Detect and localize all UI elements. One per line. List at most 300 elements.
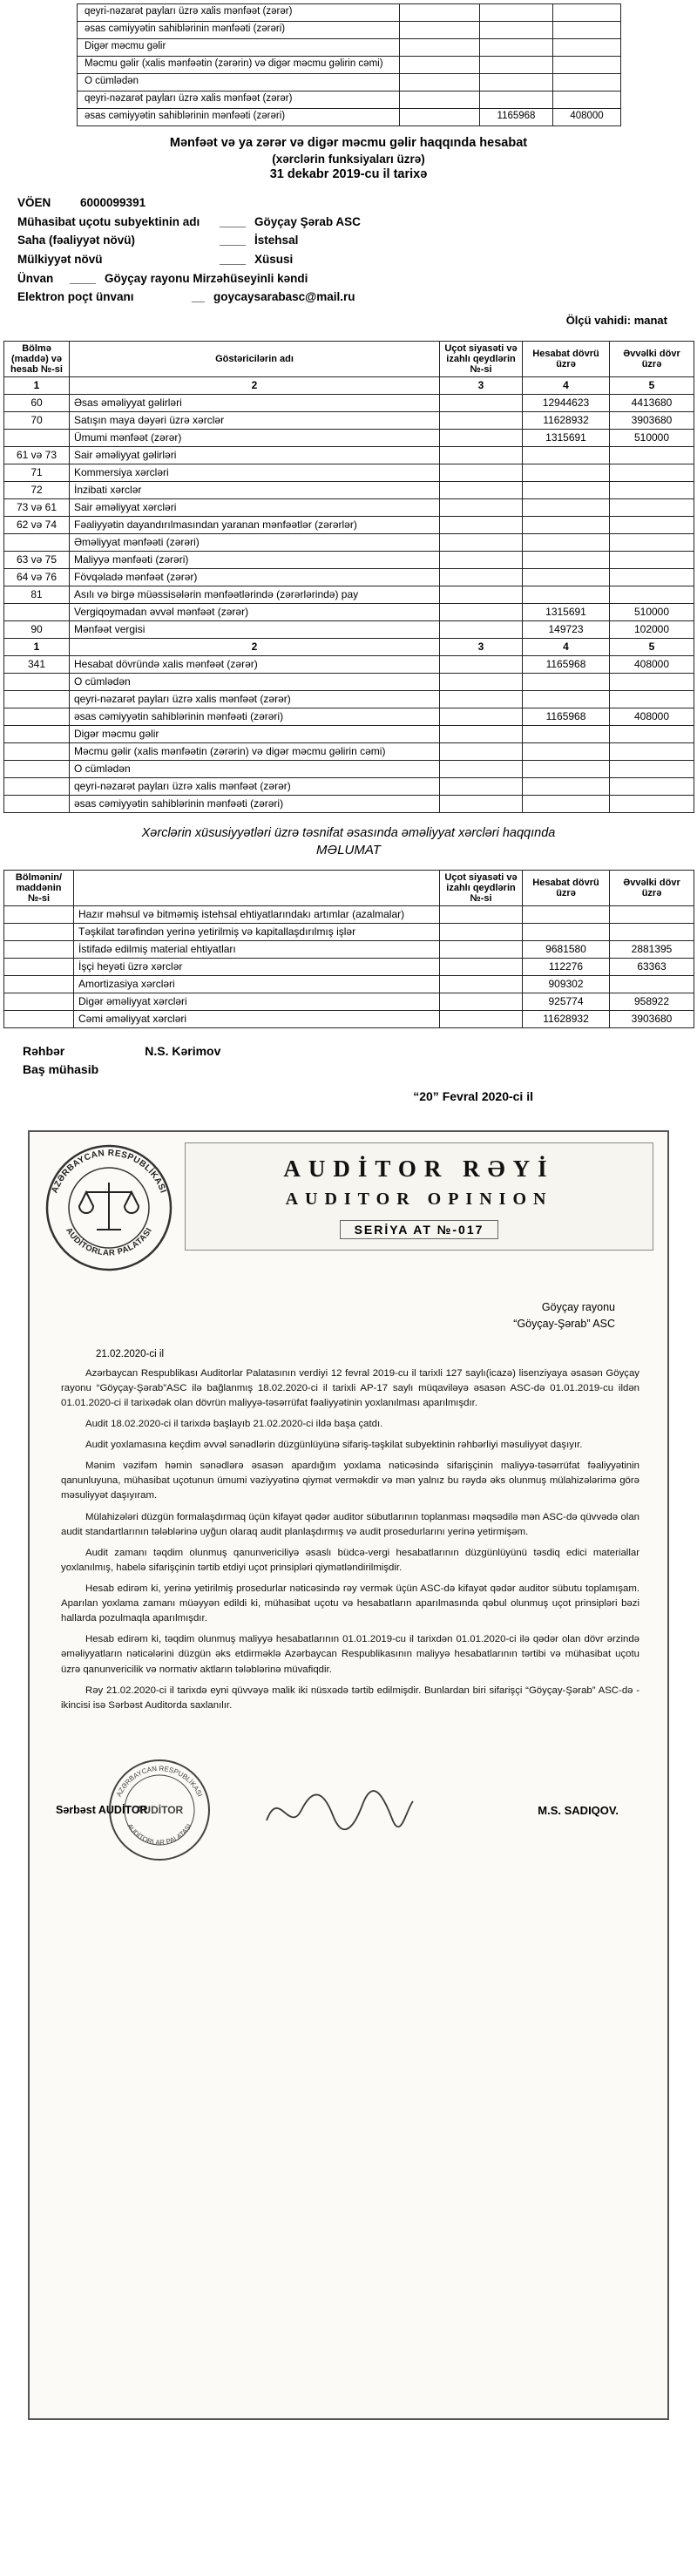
table-cell: 1315691 <box>523 429 610 446</box>
audit-paragraph: Audit 18.02.2020-ci il tarixdə başlayıb 21.02.2020-ci ildə başa çatdı. <box>85 1418 383 1429</box>
table-cell: O cümlədən <box>78 74 400 92</box>
table-cell: 3 <box>440 638 523 655</box>
table-cell: Mənfəət vergisi <box>70 620 440 638</box>
audit-opinion-date: 21.02.2020-ci il <box>96 1348 164 1359</box>
table-cell: 1165968 <box>523 708 610 725</box>
auditor-report-title-en: AUDITOR OPINION <box>285 1190 553 1210</box>
table-row <box>78 74 621 92</box>
table-row <box>4 976 694 993</box>
table-row <box>78 39 621 57</box>
table-row <box>4 411 694 429</box>
auditor-report-header <box>44 1142 653 1273</box>
stamp-center-text: AUDİTOR <box>135 1803 184 1816</box>
auditor-report-series: SERİYA AT №-017 <box>340 1220 499 1239</box>
table-row <box>4 446 694 464</box>
profit-loss-table-header <box>4 341 694 394</box>
header-cell: Əvvəlki dövr üzrə <box>610 871 694 906</box>
table-cell <box>523 498 610 516</box>
table-cell: 63363 <box>610 959 694 976</box>
table-cell <box>523 690 610 708</box>
table-cell <box>440 533 523 551</box>
table-cell <box>400 22 480 39</box>
table-cell: Məcmu gəlir (xalis mənfəətin (zərərin) və digər məcmu gəlirin cəmi) <box>78 57 400 74</box>
table-row <box>4 795 694 812</box>
svg-text:AUDİTORLAR PALATASI <box>64 1226 154 1258</box>
audit-paragraph: Audit yoxlamasına keçdim əvvəl sənədlərin düzgünlüyünə sifariş-təşkilat subyektinin rəhbərliyi məsuliyyət daşıyır. <box>85 1440 583 1451</box>
table-cell: 72 <box>4 481 70 498</box>
table-cell <box>440 394 523 411</box>
table-cell <box>4 777 70 795</box>
table-cell: 71 <box>4 464 70 481</box>
table-cell: əsas cəmiyyətin sahiblərinin mənfəəti (zərəri) <box>70 708 440 725</box>
info-line-sector <box>17 231 697 250</box>
table-cell <box>440 429 523 446</box>
table-cell <box>440 959 523 976</box>
table-row <box>4 481 694 498</box>
table-cell: 11628932 <box>523 411 610 429</box>
table-cell <box>400 92 480 109</box>
header-row <box>4 341 694 376</box>
table-cell: 102000 <box>610 620 694 638</box>
table-cell: Maliyyə mənfəəti (zərəri) <box>70 551 440 568</box>
table-cell: 408000 <box>610 708 694 725</box>
table-row <box>4 429 694 446</box>
table-cell <box>4 795 70 812</box>
table-cell: 5 <box>610 376 694 394</box>
table-cell: 149723 <box>523 620 610 638</box>
auditor-label: Sərbəst AUDİTOR <box>56 1803 148 1816</box>
table-cell: 4 <box>523 638 610 655</box>
table-cell <box>523 673 610 690</box>
table-cell: 60 <box>4 394 70 411</box>
table-cell <box>440 1011 523 1028</box>
table-cell: 112276 <box>523 959 610 976</box>
table-cell <box>480 57 553 74</box>
table-cell <box>480 39 553 57</box>
table-cell: Digər məcmu gəlir <box>78 39 400 57</box>
table-cell <box>400 39 480 57</box>
table-cell: O cümlədən <box>70 760 440 777</box>
profit-loss-rows-b <box>4 655 694 812</box>
header-cell: Bölmə (maddə) və hesab №-si <box>4 341 70 376</box>
table-cell <box>440 446 523 464</box>
table-cell <box>440 498 523 516</box>
table-cell: Sair əməliyyat xərcləri <box>70 498 440 516</box>
table-cell: əsas cəmiyyətin sahiblərinin mənfəəti (zərəri) <box>70 795 440 812</box>
table-cell <box>440 551 523 568</box>
header-cell: Uçot siyasəti və izahlı qeydlərin №-si <box>440 871 523 906</box>
table-cell: 2 <box>70 376 440 394</box>
table-row <box>78 92 621 109</box>
table-row <box>4 533 694 551</box>
table-cell: Asılı və birgə müəssisələrin mənfəətlərində (zərərlərində) pay <box>70 586 440 603</box>
table-cell: 3903680 <box>610 1011 694 1028</box>
table-cell <box>553 22 621 39</box>
info-line-ownership <box>17 250 697 269</box>
table-cell: əsas cəmiyyətin sahiblərinin mənfəəti (zərəri) <box>78 109 400 126</box>
table-cell <box>610 760 694 777</box>
info-value: 6000099391 <box>80 196 146 210</box>
header-cell: Uçot siyasəti və izahlı qeydlərin №-si <box>440 341 523 376</box>
table-cell: əsas cəmiyyətin sahiblərinin mənfəəti (zərəri) <box>78 22 400 39</box>
table-cell <box>480 92 553 109</box>
table-cell <box>440 777 523 795</box>
audit-paragraph: Mənim vəzifəm həmin sənədlərə əsasən apardığım yoxlama nəticəsində sifarişçinin maliyyə-təsərrüfat fəaliyyətinin qanunluyuna, mühasibat uçotunun ümumi vəziyyətinə qiymət verməkdir və mən yalnız bu rəydə əks olunmuş mülahizələrimə görə məsuliyyət daşıyıram. <box>61 1461 639 1502</box>
table-cell: 11628932 <box>523 1011 610 1028</box>
table-cell: 909302 <box>523 976 610 993</box>
table-cell <box>610 924 694 941</box>
table-row <box>78 4 621 22</box>
underscore-separator: __ <box>192 290 206 304</box>
table-cell <box>4 673 70 690</box>
table-cell <box>440 941 523 959</box>
table-cell: Digər əməliyyat xərcləri <box>74 993 440 1011</box>
table-cell: İşçi heyəti üzrə xərclər <box>74 959 440 976</box>
table-cell <box>553 39 621 57</box>
underscore-separator: ____ <box>220 214 247 228</box>
table-cell <box>440 620 523 638</box>
expenses-section-title-line2: MƏLUMAT <box>316 843 381 858</box>
auditor-name: M.S. SADIQOV. <box>538 1804 619 1818</box>
table-cell <box>4 690 70 708</box>
audit-paragraph: Azərbaycan Respublikası Auditorlar Palatasının verdiyi 12 fevral 2019-cu il tarixli 127 saylı(icazə) lisenziyaya əsasən Göyçay rayonu “Göyçay-Şərab”ASC ilə bağlanmış 18.02.2020-ci il tarixli AP-17 saylı müqaviləyə əsasən ASC-də 01.01.2019-cu ildən 01.01.2020-ci il tarixədək olan dövrün maliyyə-təsərrüfat fəaliyyətinin yoxlanılması aparılmışdır. <box>61 1367 639 1408</box>
table-cell <box>610 498 694 516</box>
info-label: VÖEN <box>17 196 51 210</box>
table-cell <box>4 941 74 959</box>
table-row <box>4 1011 694 1028</box>
table-cell <box>400 57 480 74</box>
table-cell <box>400 4 480 22</box>
table-row <box>4 394 694 411</box>
table-cell: 5 <box>610 638 694 655</box>
table-cell <box>440 760 523 777</box>
profit-loss-table <box>3 341 694 813</box>
table-cell <box>523 464 610 481</box>
table-cell: 64 və 76 <box>4 568 70 586</box>
accountant-label: Baş mühasib <box>23 1062 99 1077</box>
director-label: Rəhbər <box>23 1044 65 1059</box>
table-cell <box>440 603 523 620</box>
audit-opinion-text <box>61 1366 639 1713</box>
table-cell: 408000 <box>610 655 694 673</box>
table-cell <box>523 516 610 533</box>
table-cell <box>610 777 694 795</box>
profit-loss-rows-a <box>4 394 694 638</box>
info-line-entity-name <box>17 213 697 232</box>
table-cell <box>523 568 610 586</box>
table-cell: Fövqəladə mənfəət (zərər) <box>70 568 440 586</box>
addressee-region: Göyçay rayonu <box>541 1301 615 1314</box>
table-cell: 3 <box>440 376 523 394</box>
table-row <box>4 516 694 533</box>
expenses-section-title-line1: Xərclərin xüsusiyyətləri üzrə təsnifat əsasında əməliyyat xərcləri haqqında <box>141 825 556 840</box>
table-cell: 2 <box>70 638 440 655</box>
table-cell: Cəmi əməliyyat xərcləri <box>74 1011 440 1028</box>
table-cell: 81 <box>4 586 70 603</box>
entity-info <box>17 193 697 329</box>
table-row <box>4 655 694 673</box>
table-cell <box>440 464 523 481</box>
report-title-line3: 31 dekabr 2019-cu il tarixə <box>269 167 428 182</box>
info-value: Xüsusi <box>254 253 294 267</box>
table-cell <box>553 92 621 109</box>
email-value: goycaysarabasc@mail.ru <box>213 290 355 304</box>
table-cell: Vergiqoymadan əvvəl mənfəət (zərər) <box>70 603 440 620</box>
info-value: Göyçay Şərab ASC <box>254 214 361 228</box>
info-value: Göyçay rayonu Mirzəhüseyinli kəndi <box>105 271 308 285</box>
table-cell <box>4 708 70 725</box>
table-cell <box>610 481 694 498</box>
table-cell <box>4 603 70 620</box>
table-cell <box>610 586 694 603</box>
table-cell: Satışın maya dəyəri üzrə xərclər <box>70 411 440 429</box>
table-cell: 1165968 <box>480 109 553 126</box>
audit-paragraph: Hesab edirəm ki, yerinə yetirilmiş prosedurlar nəticəsində rəy vermək üçün ASC-də kifayət qədər auditor sübutu toplamışam. Aparılan yoxlama zamanı müəyyən edildi ki, mühasibat uçotu və hesabatların aparılmasında qəbul olunmuş uçot prinsipləri bəzi hallarda pozulmaqla aparılmışdır. <box>61 1583 639 1624</box>
stamp-ring-top-text: AZƏRBAYCAN RESPUBLİKASI <box>114 1764 205 1799</box>
table-cell <box>523 760 610 777</box>
table-cell <box>610 742 694 760</box>
table-cell: Məcmu gəlir (xalis mənfəətin (zərərin) və digər məcmu gəlirin cəmi) <box>70 742 440 760</box>
table-cell <box>610 464 694 481</box>
table-row <box>4 620 694 638</box>
table-row <box>4 959 694 976</box>
table-row <box>78 109 621 126</box>
table-cell: O cümlədən <box>70 673 440 690</box>
table-cell: Fəaliyyətin dayandırılmasından yaranan mənfəətlər (zərərlər) <box>70 516 440 533</box>
table-cell: 73 və 61 <box>4 498 70 516</box>
director-signature-row <box>23 1042 680 1061</box>
table-cell: İnzibati xərclər <box>70 481 440 498</box>
stamp-ring-bottom-text: AUDİTORLAR PALATASI <box>125 1822 193 1847</box>
table-cell <box>610 906 694 924</box>
table-row <box>4 993 694 1011</box>
unit-note: Ölçü vahidi: manat <box>565 313 667 327</box>
table-cell <box>610 690 694 708</box>
auditor-report <box>28 1130 669 2420</box>
info-line-address <box>17 269 697 288</box>
table-row <box>4 603 694 620</box>
table-row <box>4 551 694 568</box>
table-cell <box>610 976 694 993</box>
table-cell: Təşkilat tərəfindən yerinə yetirilmiş və kapitallaşdırılmış işlər <box>74 924 440 941</box>
table-cell <box>4 533 70 551</box>
table-cell <box>440 481 523 498</box>
table-cell <box>4 924 74 941</box>
table-cell <box>523 795 610 812</box>
table-cell <box>440 411 523 429</box>
table-row <box>4 725 694 742</box>
table-cell: 4 <box>523 376 610 394</box>
table-cell <box>440 993 523 1011</box>
table-cell <box>523 533 610 551</box>
table-cell <box>4 993 74 1011</box>
table-cell <box>523 924 610 941</box>
signature-block <box>23 1042 680 1106</box>
table-cell: 3903680 <box>610 411 694 429</box>
addressee-company: “Göyçay-Şərab” ASC <box>513 1317 615 1330</box>
table-row <box>4 906 694 924</box>
table-row <box>4 708 694 725</box>
table-cell <box>400 109 480 126</box>
table-row <box>4 742 694 760</box>
table-cell <box>440 516 523 533</box>
table-row <box>4 777 694 795</box>
table-cell: 1315691 <box>523 603 610 620</box>
table-row <box>78 22 621 39</box>
table-cell: Hesabat dövründə xalis mənfəət (zərər) <box>70 655 440 673</box>
emblem-top-text: AZƏRBAYCAN RESPUBLİKASI <box>50 1149 168 1196</box>
table-cell <box>4 976 74 993</box>
report-date: “20” Fevral 2020-ci il <box>413 1089 533 1104</box>
column-number-row <box>4 376 694 394</box>
report-title <box>0 135 697 183</box>
info-line-voen <box>17 193 697 213</box>
info-value: İstehsal <box>254 234 299 247</box>
table-cell: 925774 <box>523 993 610 1011</box>
table-cell <box>440 906 523 924</box>
table-cell: 12944623 <box>523 394 610 411</box>
table-cell <box>440 976 523 993</box>
table-cell: 1 <box>4 638 70 655</box>
table-cell: 90 <box>4 620 70 638</box>
table-cell <box>610 516 694 533</box>
table-cell <box>4 959 74 976</box>
auditor-title-block <box>185 1142 653 1251</box>
table-cell: 510000 <box>610 429 694 446</box>
table-cell: Əməliyyat mənfəəti (zərəri) <box>70 533 440 551</box>
auditor-signature-row <box>44 1753 653 1868</box>
audit-paragraph: Mülahizələri düzgün formalaşdırmaq üçün kifayət qədər auditor sübutlarının toplanması məqsədilə mən ASC-də qüvvədə olan audit standartlarının tələblərinə uyğun olaraq audit planlaşdırmış və audit prosedurlarını yerinə yetirmişəm. <box>61 1511 639 1537</box>
header-cell: Hesabat dövrü üzrə <box>523 871 610 906</box>
table-cell: 63 və 75 <box>4 551 70 568</box>
table-cell: qeyri-nəzarət payları üzrə xalis mənfəət (zərər) <box>78 4 400 22</box>
table-cell: 408000 <box>553 109 621 126</box>
table-cell <box>4 760 70 777</box>
addressee-block <box>44 1299 615 1331</box>
underscore-separator: ____ <box>220 234 247 247</box>
table-cell: 510000 <box>610 603 694 620</box>
table-cell <box>610 551 694 568</box>
svg-text:AUDİTORLAR PALATASI <box>125 1822 193 1847</box>
table-cell <box>523 742 610 760</box>
table-cell <box>4 906 74 924</box>
info-label: Mühasibat uçotu subyektinin adı <box>17 214 200 228</box>
operating-expenses-table <box>3 870 694 1028</box>
table-cell <box>440 924 523 941</box>
expenses-section-title <box>9 825 688 860</box>
svg-text:AZƏRBAYCAN RESPUBLİKASI <box>115 1765 204 1798</box>
info-label: Saha (fəaliyyət növü) <box>17 234 136 247</box>
table-row <box>4 941 694 959</box>
table-cell <box>553 74 621 92</box>
scales-of-justice-icon <box>79 1183 139 1230</box>
table-row <box>4 673 694 690</box>
audit-paragraph: Rəy 21.02.2020-ci il tarixdə eyni qüvvəyə malik iki nüsxədə tərtib edilmişdir. Bunlardan biri sifarişçi “Göyçay-Şərab” ASC-də - ikincisi isə Sərbəst Auditorda saxlanılır. <box>61 1685 639 1711</box>
auditors-chamber-emblem-icon <box>44 1142 174 1273</box>
profit-loss-numrow-repeat <box>4 638 694 655</box>
header-cell: Bölmənin/ maddənin №-si <box>4 871 74 906</box>
auditor-report-title-az: AUDİTOR RƏYİ <box>283 1156 555 1183</box>
table-cell: Digər məcmu gəlir <box>70 725 440 742</box>
table-cell: qeyri-nəzarət payları üzrə xalis mənfəət (zərər) <box>70 690 440 708</box>
handwritten-signature-icon <box>261 1784 418 1838</box>
table-cell: 1 <box>4 376 70 394</box>
table-cell: Amortizasiya xərcləri <box>74 976 440 993</box>
table-cell <box>440 568 523 586</box>
header-cell <box>74 871 440 906</box>
table-cell <box>610 673 694 690</box>
info-line-email <box>17 288 697 307</box>
table-cell: Əsas əməliyyat gəlirləri <box>70 394 440 411</box>
table-cell <box>523 777 610 795</box>
header-cell: Əvvəlki dövr üzrə <box>610 341 694 376</box>
director-name: N.S. Kərimov <box>145 1044 221 1059</box>
table-cell: 9681580 <box>523 941 610 959</box>
column-number-row <box>4 638 694 655</box>
auditor-round-stamp-icon <box>106 1757 213 1863</box>
header-cell: Göstəricilərin adı <box>70 341 440 376</box>
table-cell: 70 <box>4 411 70 429</box>
table-row <box>4 924 694 941</box>
table-cell <box>440 673 523 690</box>
table-cell: 2881395 <box>610 941 694 959</box>
table-cell <box>523 446 610 464</box>
table-cell <box>553 4 621 22</box>
info-label: Mülkiyyət növü <box>17 253 103 267</box>
table-cell: qeyri-nəzarət payları üzrə xalis mənfəət (zərər) <box>78 92 400 109</box>
report-title-line1: Mənfəət və ya zərər və digər məcmu gəlir haqqında hesabat <box>169 136 528 150</box>
table-cell <box>523 586 610 603</box>
emblem-bottom-text: AUDİTORLAR PALATASI <box>64 1226 154 1258</box>
table-cell <box>440 655 523 673</box>
report-title-line2: (xərclərin funksiyaları üzrə) <box>272 152 425 166</box>
table-cell <box>523 481 610 498</box>
table-row <box>4 498 694 516</box>
table-cell: 61 və 73 <box>4 446 70 464</box>
table-row <box>4 464 694 481</box>
table-cell <box>440 586 523 603</box>
table-cell <box>440 742 523 760</box>
table-cell <box>400 74 480 92</box>
table-cell: qeyri-nəzarət payları üzrə xalis mənfəət (zərər) <box>70 777 440 795</box>
table-cell <box>553 57 621 74</box>
operating-expenses-rows <box>4 906 694 1028</box>
table-cell: Ümumi mənfəət (zərər) <box>70 429 440 446</box>
table-cell: Kommersiya xərcləri <box>70 464 440 481</box>
table-cell: Hazır məhsul və bitməmiş istehsal ehtiyatlarındakı artımlar (azalmalar) <box>74 906 440 924</box>
operating-expenses-header <box>4 871 694 906</box>
table-row <box>78 57 621 74</box>
table-cell <box>440 795 523 812</box>
table-cell: Sair əməliyyat gəlirləri <box>70 446 440 464</box>
table-cell <box>523 725 610 742</box>
info-label: Ünvan <box>17 271 54 285</box>
table-cell <box>4 742 70 760</box>
table-cell <box>4 725 70 742</box>
table-cell <box>440 690 523 708</box>
top-continuation-table <box>77 3 621 126</box>
table-cell: İstifadə edilmiş material ehtiyatları <box>74 941 440 959</box>
table-cell: 4413680 <box>610 394 694 411</box>
table-cell <box>610 795 694 812</box>
underscore-separator: ____ <box>70 271 97 285</box>
header-row <box>4 871 694 906</box>
table-cell <box>480 4 553 22</box>
table-cell <box>523 906 610 924</box>
table-row <box>4 760 694 777</box>
table-cell <box>610 446 694 464</box>
table-cell: 62 və 74 <box>4 516 70 533</box>
